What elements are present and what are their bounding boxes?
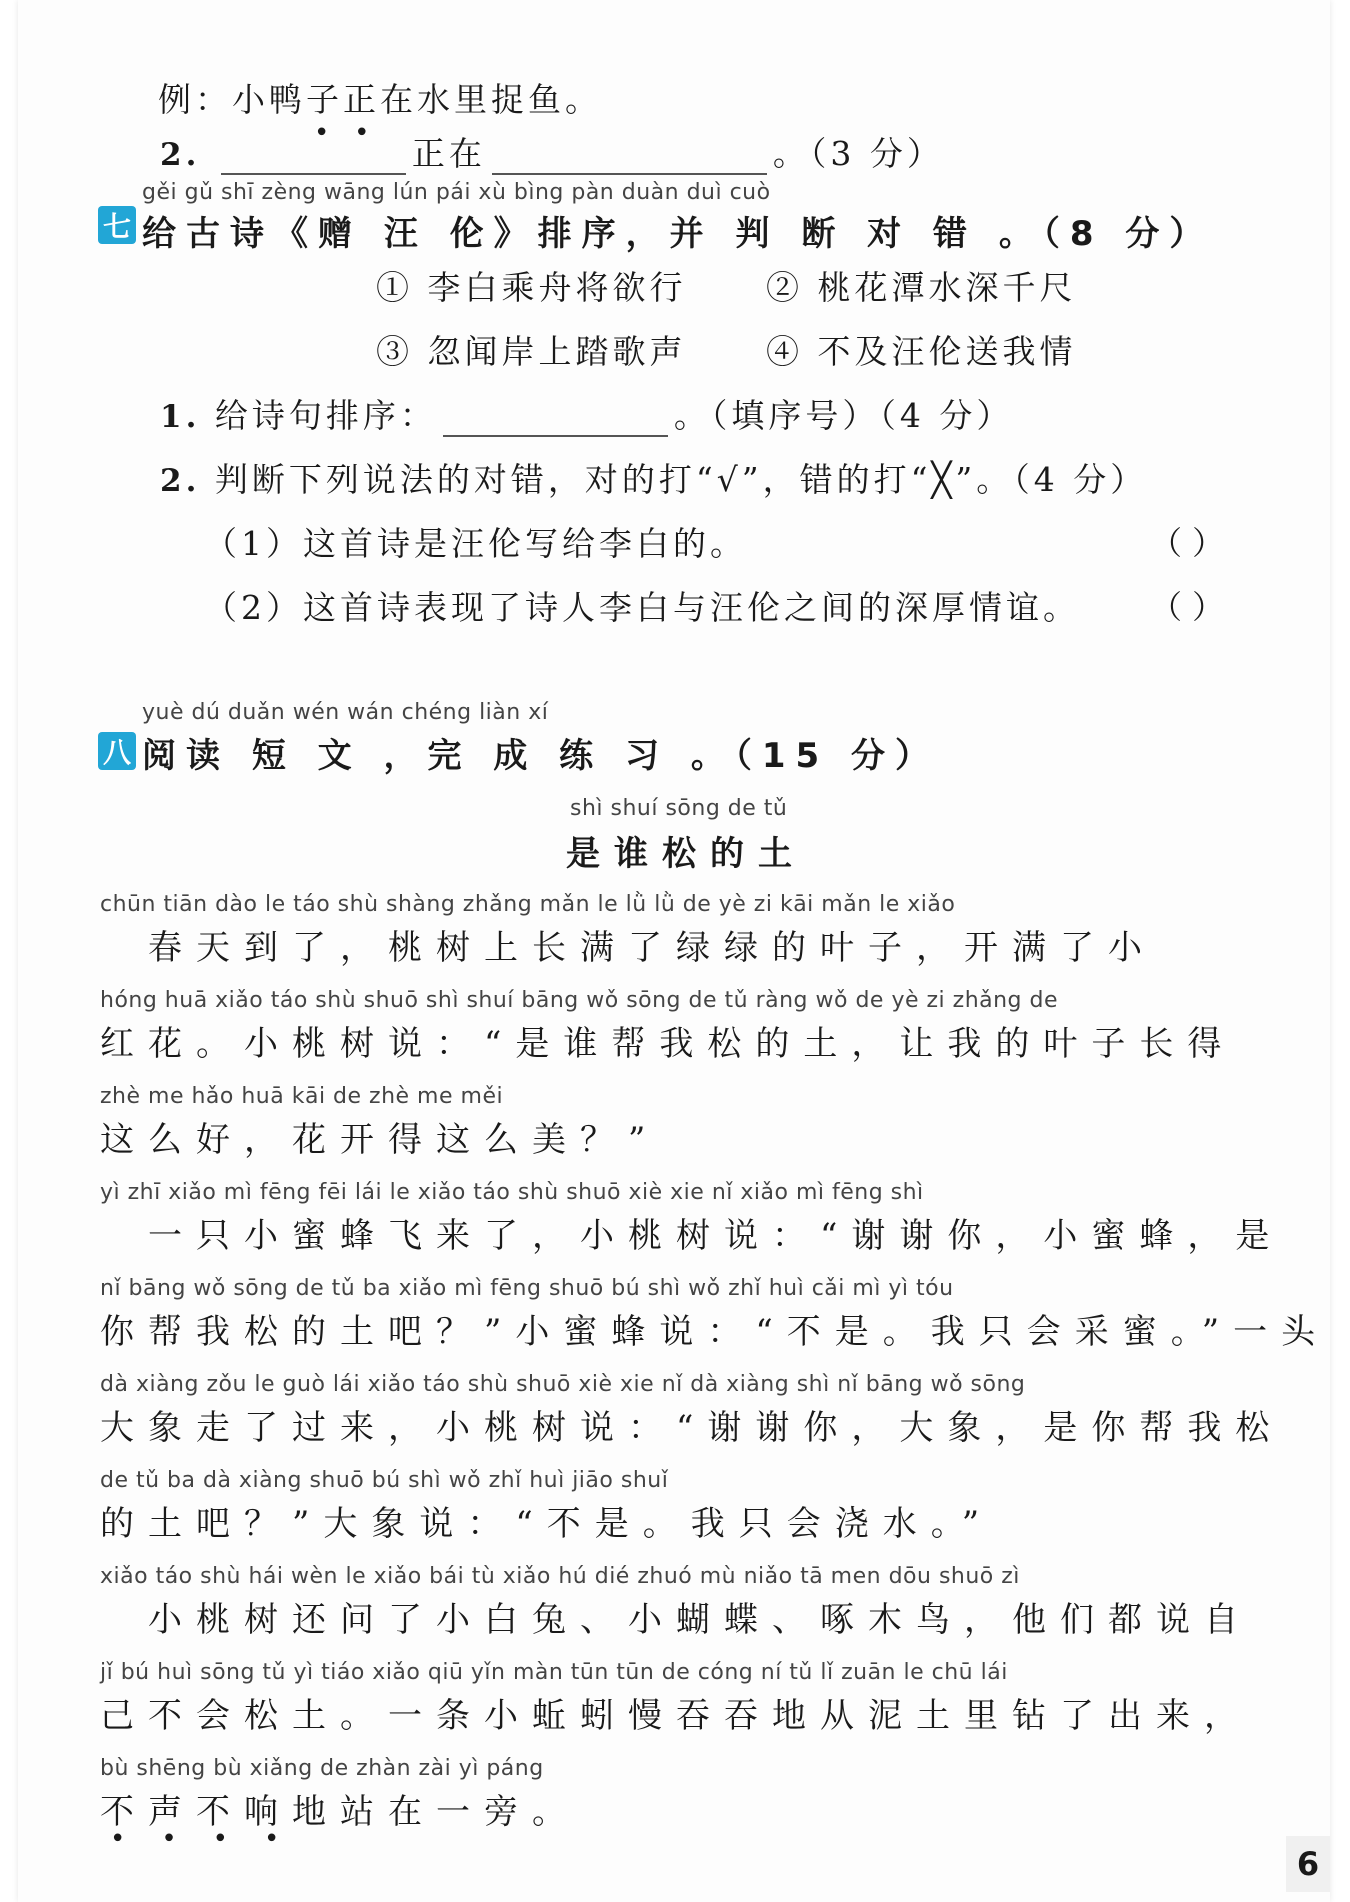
- emphasis-dots: • •: [314, 118, 370, 148]
- page-number: 6: [1286, 1836, 1330, 1892]
- question-number: 2.: [160, 463, 201, 499]
- story-line: 大象走了过来，小桃树说：“谢谢你，大象，是你帮我松: [100, 1408, 1284, 1448]
- story-line: 你帮我松的土吧？”小蜜蜂说：“不是。我只会采蜜。”一头: [100, 1312, 1330, 1352]
- answer-blank[interactable]: [492, 143, 767, 175]
- statement-2: （2）这首诗表现了诗人李白与汪伦之间的深厚情谊。: [204, 588, 1080, 627]
- worksheet-page: [18, 0, 1330, 1902]
- q2-fill-question: [160, 118, 944, 175]
- q2-end-text: 。（3 分）: [772, 134, 944, 173]
- q2-middle-text: 正在: [411, 134, 486, 173]
- story-pinyin: yì zhī xiǎo mì fēng fēi lái le xiǎo táo shù shuō xiè xie nǐ xiǎo mì fēng shì: [100, 1180, 924, 1205]
- answer-paren[interactable]: （ ）: [1150, 588, 1225, 626]
- poem-line: ① 李白乘舟将欲行: [376, 268, 687, 307]
- answer-paren[interactable]: （ ）: [1150, 524, 1225, 562]
- poem-line: ② 桃花潭水深千尺: [766, 268, 1077, 307]
- q2-label: 判断下列说法的对错，对的打“√”，错的打“╳”。（4 分）: [214, 460, 1148, 499]
- answer-blank[interactable]: [443, 405, 668, 437]
- q1-end: 。（填序号）（4 分）: [673, 396, 1014, 435]
- section7-q2: [160, 454, 1147, 501]
- section8-pinyin: yuè dú duǎn wén wán chéng liàn xí: [142, 700, 549, 725]
- story-line: 己不会松土。一条小蚯蚓慢吞吞地从泥土里钻了出来，: [100, 1696, 1252, 1736]
- question-number: 2.: [160, 137, 201, 173]
- section7-title: 给古诗《赠 汪 伦》排序，并 判 断 对 错 。（8 分）: [142, 214, 1214, 254]
- poem-line: ④ 不及汪伦送我情: [766, 332, 1077, 371]
- section-badge: 八: [98, 732, 136, 770]
- story-pinyin: hóng huā xiǎo táo shù shuō shì shuí bāng wǒ sōng de tǔ ràng wǒ de yè zi zhǎng de: [100, 988, 1059, 1013]
- story-title: 是谁松的土: [566, 834, 806, 874]
- section7-q1: [160, 390, 1013, 437]
- story-pinyin: jǐ bú huì sōng tǔ yì tiáo xiǎo qiū yǐn màn tūn tūn de cóng ní tǔ lǐ zuān le chū lái: [100, 1660, 1008, 1685]
- section-badge: 七: [98, 206, 136, 244]
- story-title-pinyin: shì shuí sōng de tǔ: [570, 796, 788, 821]
- statement-1: （1）这首诗是汪伦写给李白的。: [204, 524, 747, 563]
- story-line: 红花。小桃树说：“是谁帮我松的土，让我的叶子长得: [100, 1024, 1236, 1064]
- story-line: 小桃树还问了小白兔、小蝴蝶、啄木鸟，他们都说自: [100, 1600, 1252, 1640]
- story-pinyin: chūn tiān dào le táo shù shàng zhǎng mǎn le lǜ lǜ de yè zi kāi mǎn le xiǎo: [100, 892, 956, 917]
- story-pinyin: zhè me hǎo huā kāi de zhè me měi: [100, 1084, 504, 1109]
- emphasis-dots: ••••: [110, 1824, 316, 1854]
- example-sentence: 例：小鸭子正在水里捉鱼。: [158, 80, 602, 119]
- poem-line: ③ 忽闻岸上踏歌声: [376, 332, 687, 371]
- story-pinyin: xiǎo táo shù hái wèn le xiǎo bái tù xiǎo hú dié zhuó mù niǎo tā men dōu shuō zì: [100, 1564, 1020, 1589]
- story-pinyin: nǐ bāng wǒ sōng de tǔ ba xiǎo mì fēng shuō bú shì wǒ zhǐ huì cǎi mì yì tóu: [100, 1276, 954, 1301]
- section8-title: 阅读 短 文 ，完 成 练 习 。（15 分）: [142, 736, 940, 776]
- answer-blank[interactable]: [221, 143, 406, 175]
- q1-label: 给诗句排序：: [214, 396, 437, 435]
- section7-pinyin: gěi gǔ shī zèng wāng lún pái xù bìng pàn duàn duì cuò: [142, 180, 771, 205]
- story-line: 春天到了，桃树上长满了绿绿的叶子，开满了小: [100, 928, 1156, 968]
- story-line: 不声不响地站在一旁。: [100, 1792, 580, 1832]
- question-number: 1.: [160, 399, 201, 435]
- story-pinyin: de tǔ ba dà xiàng shuō bú shì wǒ zhǐ huì jiāo shuǐ: [100, 1468, 669, 1493]
- story-pinyin: bù shēng bù xiǎng de zhàn zài yì páng: [100, 1756, 544, 1781]
- story-line: 这么好，花开得这么美？”: [100, 1120, 660, 1160]
- story-pinyin: dà xiàng zǒu le guò lái xiǎo táo shù shuō xiè xie nǐ dà xiàng shì nǐ bāng wǒ sōng: [100, 1372, 1026, 1397]
- story-line: 一只小蜜蜂飞来了，小桃树说：“谢谢你，小蜜蜂，是: [100, 1216, 1284, 1256]
- story-line: 的土吧？”大象说：“不是。我只会浇水。”: [100, 1504, 994, 1544]
